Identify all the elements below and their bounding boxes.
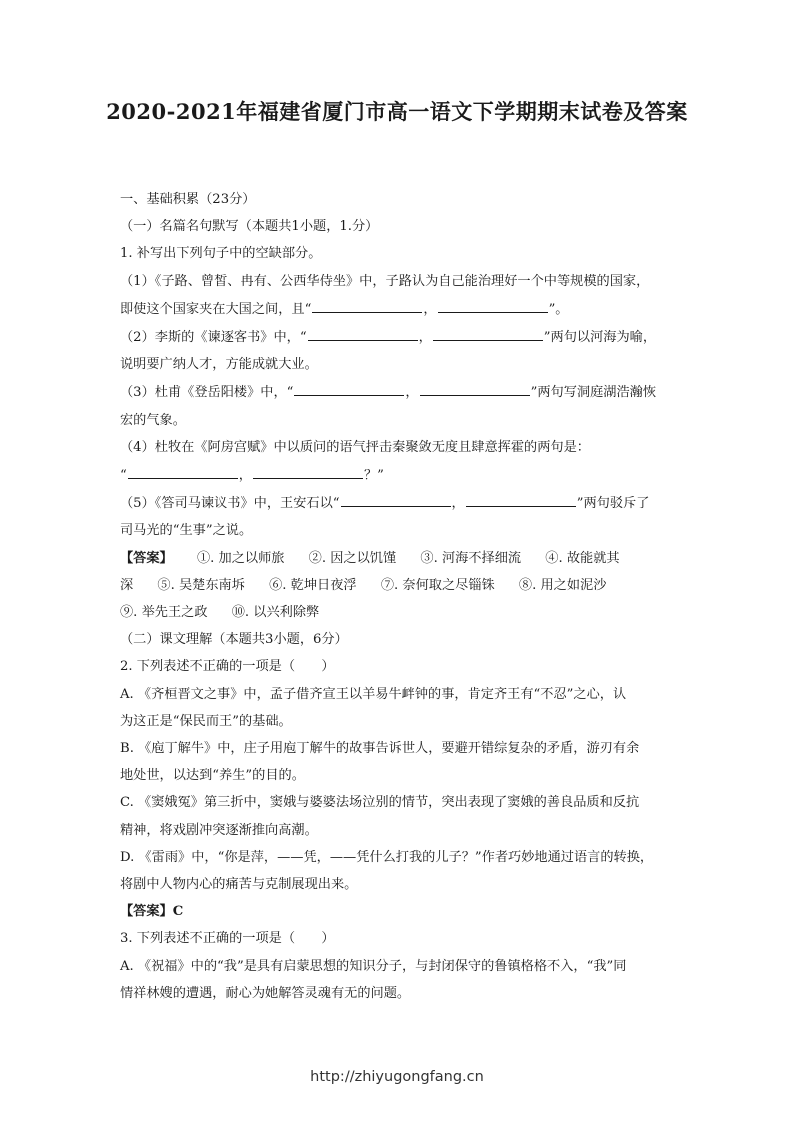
- q1-item-2-line-2: 说明要广纳人才，方能成就大业。: [120, 357, 318, 373]
- answer-item: ④. 故能就其: [545, 550, 620, 566]
- answer-blank[interactable]: [308, 323, 418, 341]
- q2-option-b-cont: 地处世，以达到“养生”的目的。: [120, 768, 305, 784]
- answer-item: ⑤. 吴楚东南坼: [157, 577, 245, 593]
- answer-2: 【答案】C: [120, 904, 184, 920]
- subsection-heading: （二）课文理解（本题共3小题，6分）: [120, 632, 348, 648]
- answer-item: ②. 因之以饥馑: [308, 550, 397, 566]
- q2-option-a-cont: 为这正是“保民而王”的基础。: [120, 713, 292, 729]
- answer-blank[interactable]: [420, 378, 530, 396]
- answer-item: 深: [120, 577, 134, 593]
- subsection-heading: （一）名篇名句默写（本题共1小题，1.分）: [120, 219, 379, 235]
- q2-option-d-cont: 将剧中人物内心的痛苦与克制展现出来。: [120, 877, 358, 893]
- q1-item-3-line-1: （3）杜甫《登岳阳楼》中，“ ， ”两句写洞庭湖浩瀚恢: [120, 378, 676, 406]
- answer-item: ①. 加之以师旅: [196, 550, 285, 566]
- answer-item: ⑥. 乾坤日夜浮: [269, 577, 357, 593]
- answer-item: ③. 河海不择细流: [420, 550, 522, 566]
- answer-blank[interactable]: [294, 378, 404, 396]
- q1-item-5-line-2: 司马光的“生事”之说。: [120, 523, 253, 539]
- answer-1-line-2: [120, 572, 676, 599]
- question-1-stem: 1. 补写出下列句子中的空缺部分。: [120, 246, 322, 262]
- q2-option-c-cont: 精神，将戏剧冲突逐渐推向高潮。: [120, 822, 318, 838]
- answer-blank[interactable]: [253, 461, 363, 479]
- answer-blank[interactable]: [341, 489, 451, 507]
- answer-blank[interactable]: [433, 323, 543, 341]
- answer-1-line-1: [120, 545, 676, 572]
- q2-option-a: A. 《齐桓晋文之事》中，孟子借齐宣王以羊易牛衅钟的事，肯定齐王有“不忍”之心，认: [120, 686, 627, 702]
- q3-option-a-cont: 情祥林嫂的遭遇，耐心为她解答灵魂有无的问题。: [120, 985, 411, 1001]
- answer-item: ⑩. 以兴利除弊: [231, 605, 320, 621]
- q2-option-b: B. 《庖丁解牛》中，庄子用庖丁解牛的故事告诉世人，要避开错综复杂的矛盾，游刃有余: [120, 741, 640, 757]
- answer-blank[interactable]: [312, 295, 422, 313]
- section-heading: 一、基础积累（23分）: [120, 192, 256, 207]
- q1-item-1-line-1: （1）《子路、曾皙、冉有、公西华侍坐》中，子路认为自己能治理好一个中等规模的国家，: [120, 273, 650, 289]
- q1-item-2-line-1: （2）李斯的《谏逐客书》中，“ ， ”两句以河海为喻，: [120, 323, 676, 351]
- page-title: 2020-2021年福建省厦门市高一语文下学期期末试卷及答案: [106, 99, 688, 124]
- q2-option-d: D. 《雷雨》中，“你是萍，——凭，——凭什么打我的儿子？”作者巧妙地通过语言的转换，: [120, 849, 654, 865]
- q1-item-5-line-1: （5）《答司马谏议书》中，王安石以“ ， ”两句驳斥了: [120, 489, 676, 517]
- answer-1-line-3: [120, 599, 676, 626]
- question-2-stem: 2. 下列表述不正确的一项是（ ）: [120, 659, 335, 675]
- answer-item: ⑨. 举先王之政: [120, 605, 208, 621]
- answer-item: ⑧. 用之如泥沙: [518, 577, 607, 593]
- q1-item-4-line-1: （4）杜牧在《阿房宫赋》中以质问的语气抨击秦聚敛无度且肆意挥霍的两句是：: [120, 439, 590, 455]
- q3-option-a: A. 《祝福》中的“我”是具有启蒙思想的知识分子，与封闭保守的鲁镇格格不入，“我”同: [120, 958, 627, 974]
- question-3-stem: 3. 下列表述不正确的一项是（ ）: [120, 931, 335, 947]
- answer-blank[interactable]: [466, 489, 576, 507]
- exam-content: [120, 186, 676, 1007]
- footer-url[interactable]: http://zhiyugongfang.cn: [310, 1069, 484, 1085]
- answer-blank[interactable]: [128, 461, 238, 479]
- q1-item-3-line-2: 宏的气象。: [120, 412, 186, 428]
- q1-item-4-line-2: “ ， ？”: [120, 461, 676, 489]
- answer-label: 【答案】: [120, 550, 173, 566]
- answer-blank[interactable]: [438, 295, 548, 313]
- answer-item: ⑦. 奈何取之尽锱铢: [380, 577, 495, 593]
- q1-item-1-line-2: 即使这个国家夹在大国之间，且“ ， ”。: [120, 295, 676, 323]
- q2-option-c: C. 《窦娥冤》第三折中，窦娥与婆婆法场泣别的情节，突出表现了窦娥的善良品质和反抗: [120, 795, 640, 811]
